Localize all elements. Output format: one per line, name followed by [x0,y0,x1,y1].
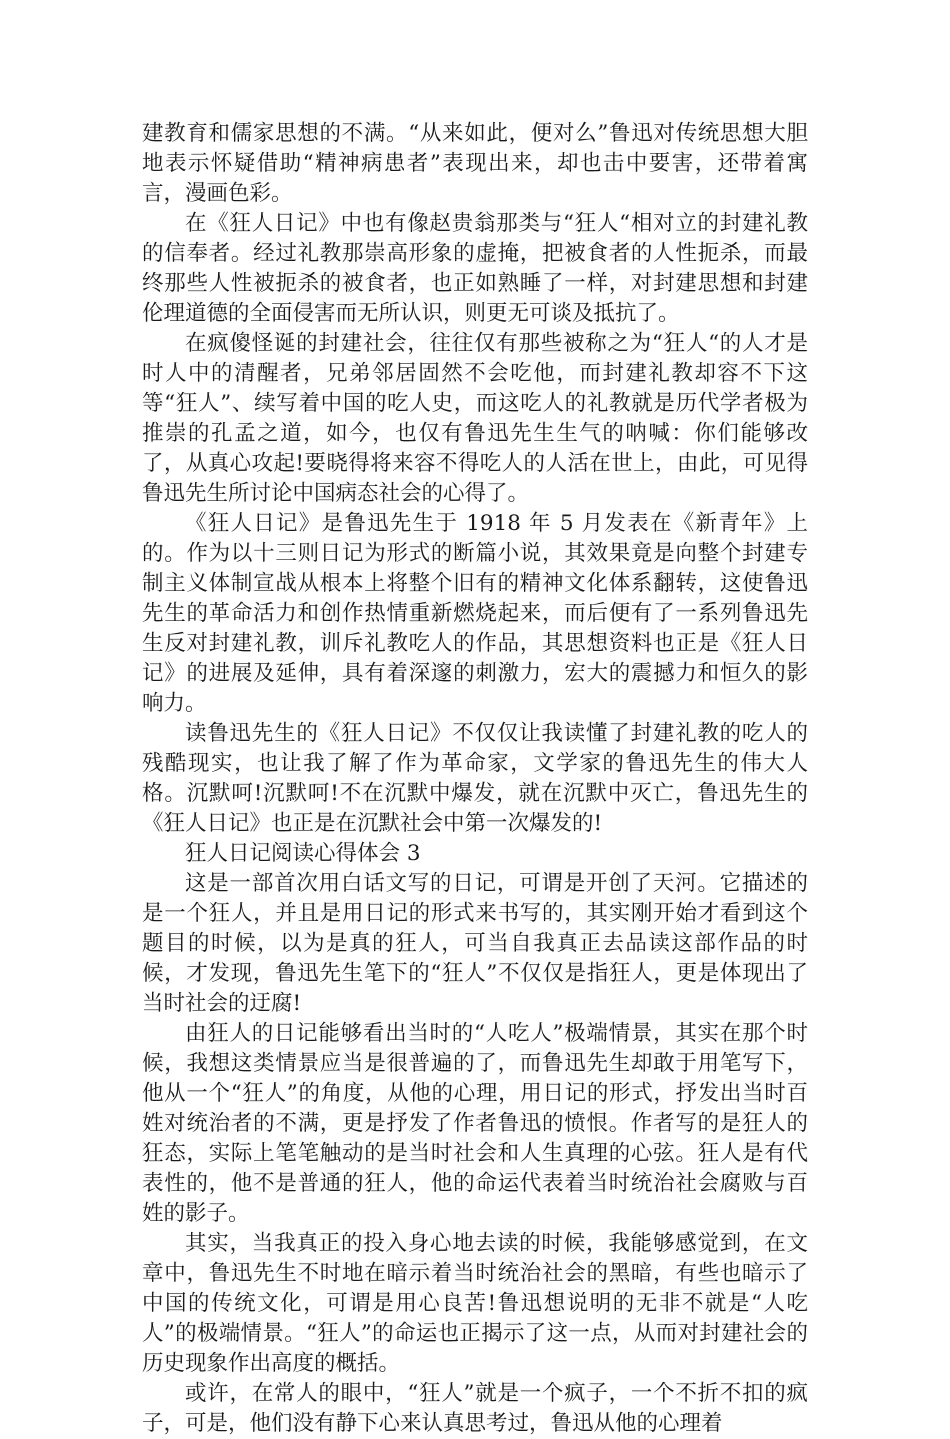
paragraph: 由狂人的日记能够看出当时的“人吃人”极端情景，其实在那个时候，我想这类情景应当是很普遍的了，而鲁迅先生却敢于用笔写下，他从一个“狂人”的角度，从他的心理，用日记的形式，抒发出当时百姓对统治者的不满，更是抒发了作者鲁迅的愤恨。作者写的是狂人的狂态，实际上笔笔触动的是当时社会和人生真理的心弦。狂人是有代表性的，他不是普通的狂人，他的命运代表着当时统治社会腐败与百姓的影子。 [142,1021,808,1226]
paragraph: 这是一部首次用白话文写的日记，可谓是开创了天河。它描述的是一个狂人，并且是用日记的形式来书写的，其实刚开始才看到这个题目的时候，以为是真的狂人，可当自我真正去品读这部作品的时候，才发现，鲁迅先生笔下的“狂人”不仅仅是指狂人，更是体现出了当时社会的迂腐! [142,871,808,1016]
paragraph: 或许，在常人的眼中，“狂人”就是一个疯子，一个不折不扣的疯子，可是，他们没有静下心来认真思考过，鲁迅从他的心理着 [142,1381,808,1436]
paragraph: 其实，当我真正的投入身心地去读的时候，我能够感觉到，在文章中，鲁迅先生不时地在暗示着当时统治社会的黑暗，有些也暗示了中国的传统文化，可谓是用心良苦!鲁迅想说明的无非不就是“人吃人”的极端情景。“狂人”的命运也正揭示了这一点，从而对封建社会的历史现象作出高度的概括。 [142,1231,808,1376]
paragraph-continuation: 建教育和儒家思想的不满。“从来如此，便对么”鲁迅对传统思想大胆地表示怀疑借助“精神病患者”表现出来，却也击中要害，还带着寓言，漫画色彩。 [142,121,808,206]
document-body [142,119,808,1439]
paragraph: 在疯傻怪诞的封建社会，往往仅有那些被称之为“狂人“的人才是时人中的清醒者，兄弟邻居固然不会吃他，而封建礼教却容不下这等“狂人”、续写着中国的吃人史，而这吃人的礼教就是历代学者极为推崇的孔孟之道，如今，也仅有鲁迅先生生气的呐喊：你们能够改了，从真心攻起!要晓得将来容不得吃人的人活在世上，由此，可见得鲁迅先生所讨论中国病态社会的心得了。 [142,331,808,506]
section-heading: 狂人日记阅读心得体会 3 [185,841,421,866]
paragraph: 读鲁迅先生的《狂人日记》不仅仅让我读懂了封建礼教的吃人的残酷现实，也让我了解了作为革命家，文学家的鲁迅先生的伟大人格。沉默呵!沉默呵!不在沉默中爆发，就在沉默中灭亡，鲁迅先生的《狂人日记》也正是在沉默社会中第一次爆发的! [142,721,808,836]
paragraph: 《狂人日记》是鲁迅先生于 1918 年 5 月发表在《新青年》上的。作为以十三则日记为形式的断篇小说，其效果竟是向整个封建专制主义体制宣战从根本上将整个旧有的精神文化体系翻转，这使鲁迅先生的革命活力和创作热情重新燃烧起来，而后便有了一系列鲁迅先生反对封建礼教，训斥礼教吃人的作品，其思想资料也正是《狂人日记》的进展及延伸，具有着深邃的刺激力，宏大的震撼力和恒久的影响力。 [142,511,808,716]
paragraph: 在《狂人日记》中也有像赵贵翁那类与“狂人“相对立的封建礼教的信奉者。经过礼教那崇高形象的虚掩，把被食者的人性扼杀，而最终那些人性被扼杀的被食者，也正如熟睡了一样，对封建思想和封建伦理道德的全面侵害而无所认识，则更无可谈及抵抗了。 [142,211,808,326]
